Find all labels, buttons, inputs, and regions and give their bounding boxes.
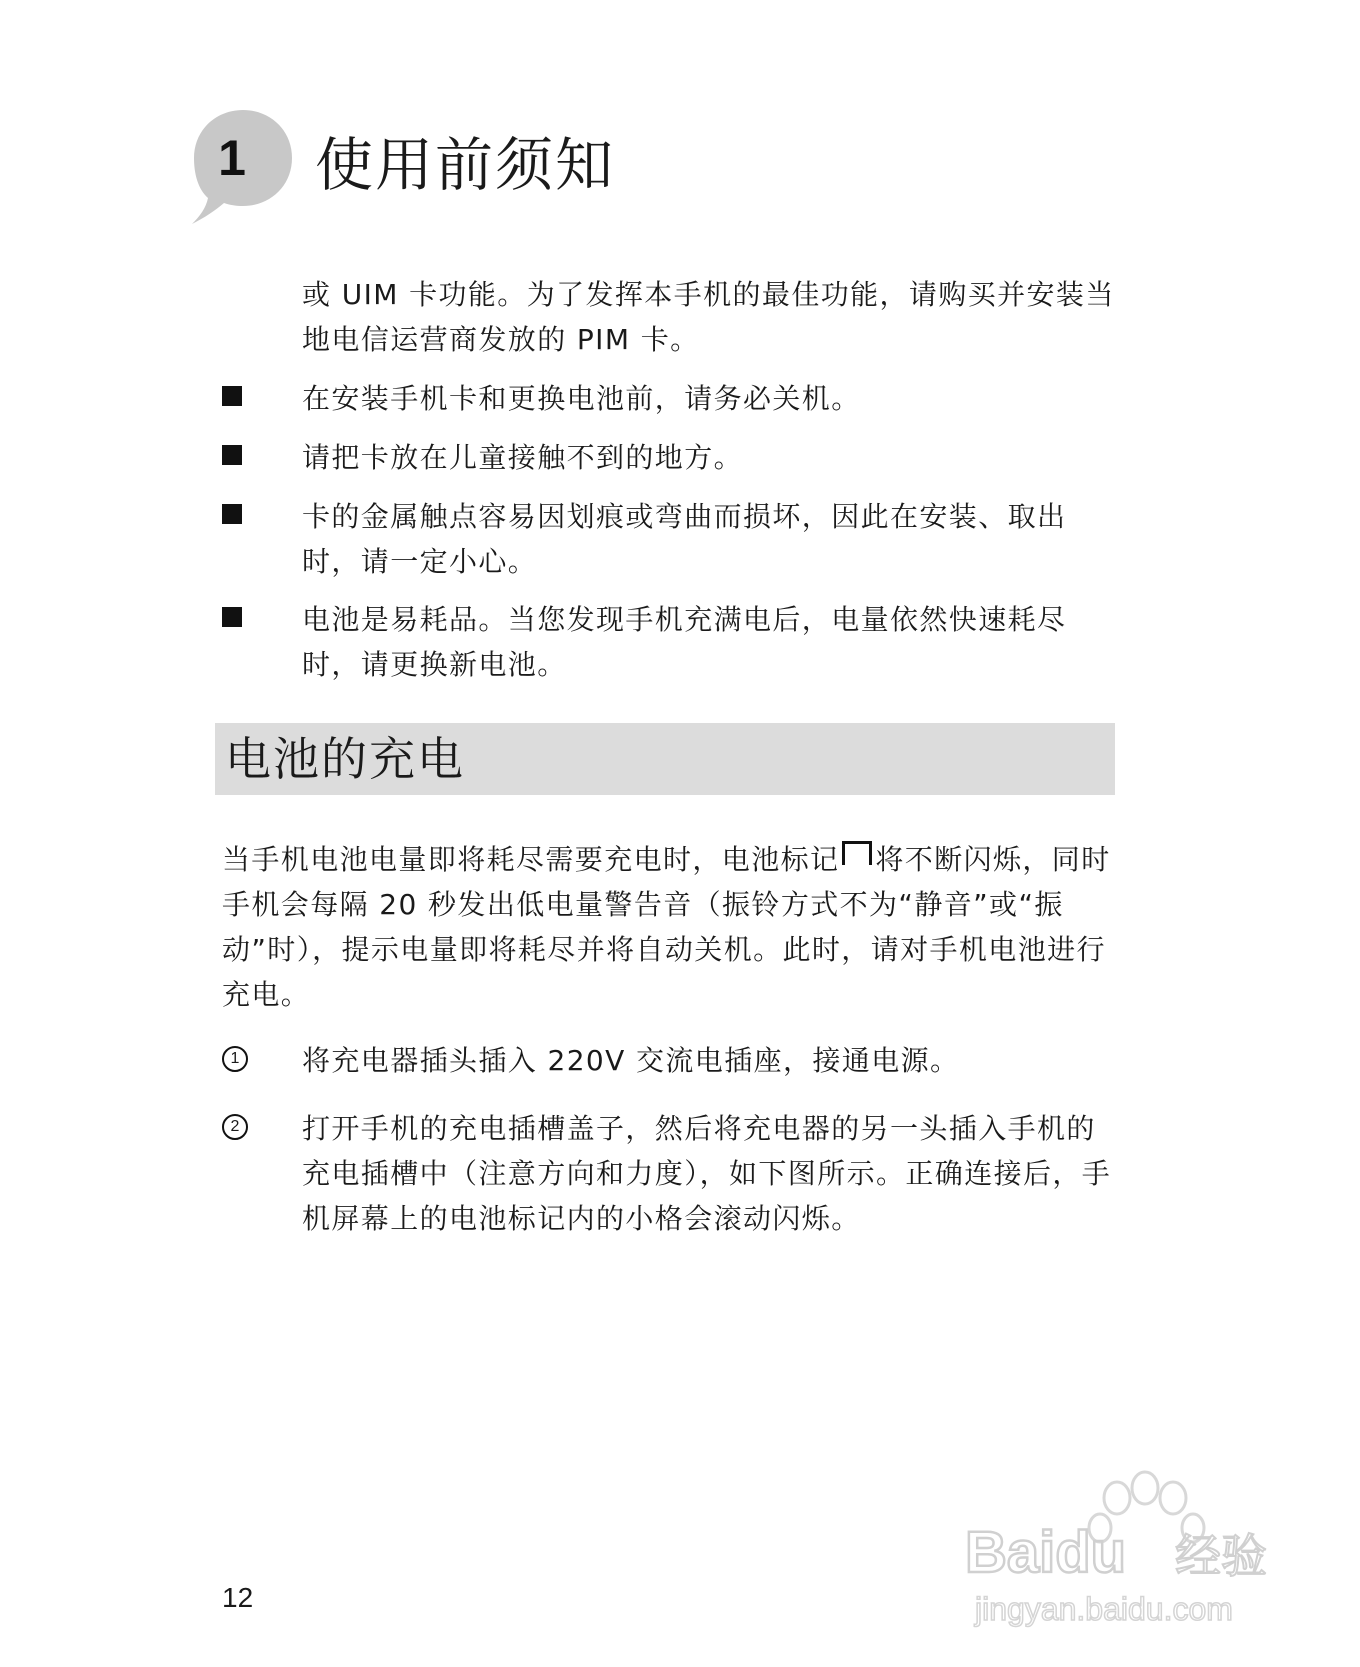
chapter-title: 使用前须知 [315,131,616,199]
chapter-badge [188,106,298,226]
square-bullet-icon [222,445,242,465]
bullet-text: 卡的金属触点容易因划痕或弯曲而损坏，因此在安装、取出时，请一定小心。 [302,500,1067,578]
square-bullet-icon [222,504,242,524]
step-text: 将充电器插头插入 220V 交流电插座，接通电源。 [302,1044,960,1077]
page-number: 12 [222,1582,254,1613]
bullet-text: 在安装手机卡和更换电池前，请务必关机。 [302,382,861,415]
continuation-paragraph: 或 UIM 卡功能。为了发挥本手机的最佳功能，请购买并安装当地电信运营商发放的 PIM 卡。 [302,278,1115,356]
bullet-text: 请把卡放在儿童接触不到的地方。 [302,441,744,474]
watermark-url: jingyan.baidu.com [975,1591,1233,1627]
intro-paragraph [222,837,1122,1017]
bullet-text: 电池是易耗品。当您发现手机充满电后，电量依然快速耗尽时，请更换新电池。 [302,603,1067,681]
step-text: 打开手机的充电插槽盖子，然后将充电器的另一头插入手机的充电插槽中（注意方向和力度），如下图所示。正确连接后，手机屏幕上的电池标记内的小格会滚动闪烁。 [302,1112,1112,1235]
section-title: 电池的充电 [225,732,465,786]
step-number-circle: 2 [222,1114,248,1140]
chapter-number: 1 [218,130,246,186]
step-number-circle: 1 [222,1046,248,1072]
square-bullet-icon [222,607,242,627]
watermark [965,1450,1305,1630]
section-header [215,723,1115,795]
battery-icon [842,841,872,865]
intro-text-after: 将不断闪烁，同时手机会每隔 20 秒发出低电量警告音（振铃方式不为“静音”或“振动”时），提示电量即将耗尽并将自动关机。此时，请对手机电池进行充电。 [222,843,1111,1011]
baidu-paw-icon [965,1450,1305,1630]
intro-text-before: 当手机电池电量即将耗尽需要充电时，电池标记 [222,843,840,876]
watermark-brand-cn: 经验 [1175,1529,1267,1583]
watermark-brand: Baidu [965,1520,1127,1585]
square-bullet-icon [222,386,242,406]
